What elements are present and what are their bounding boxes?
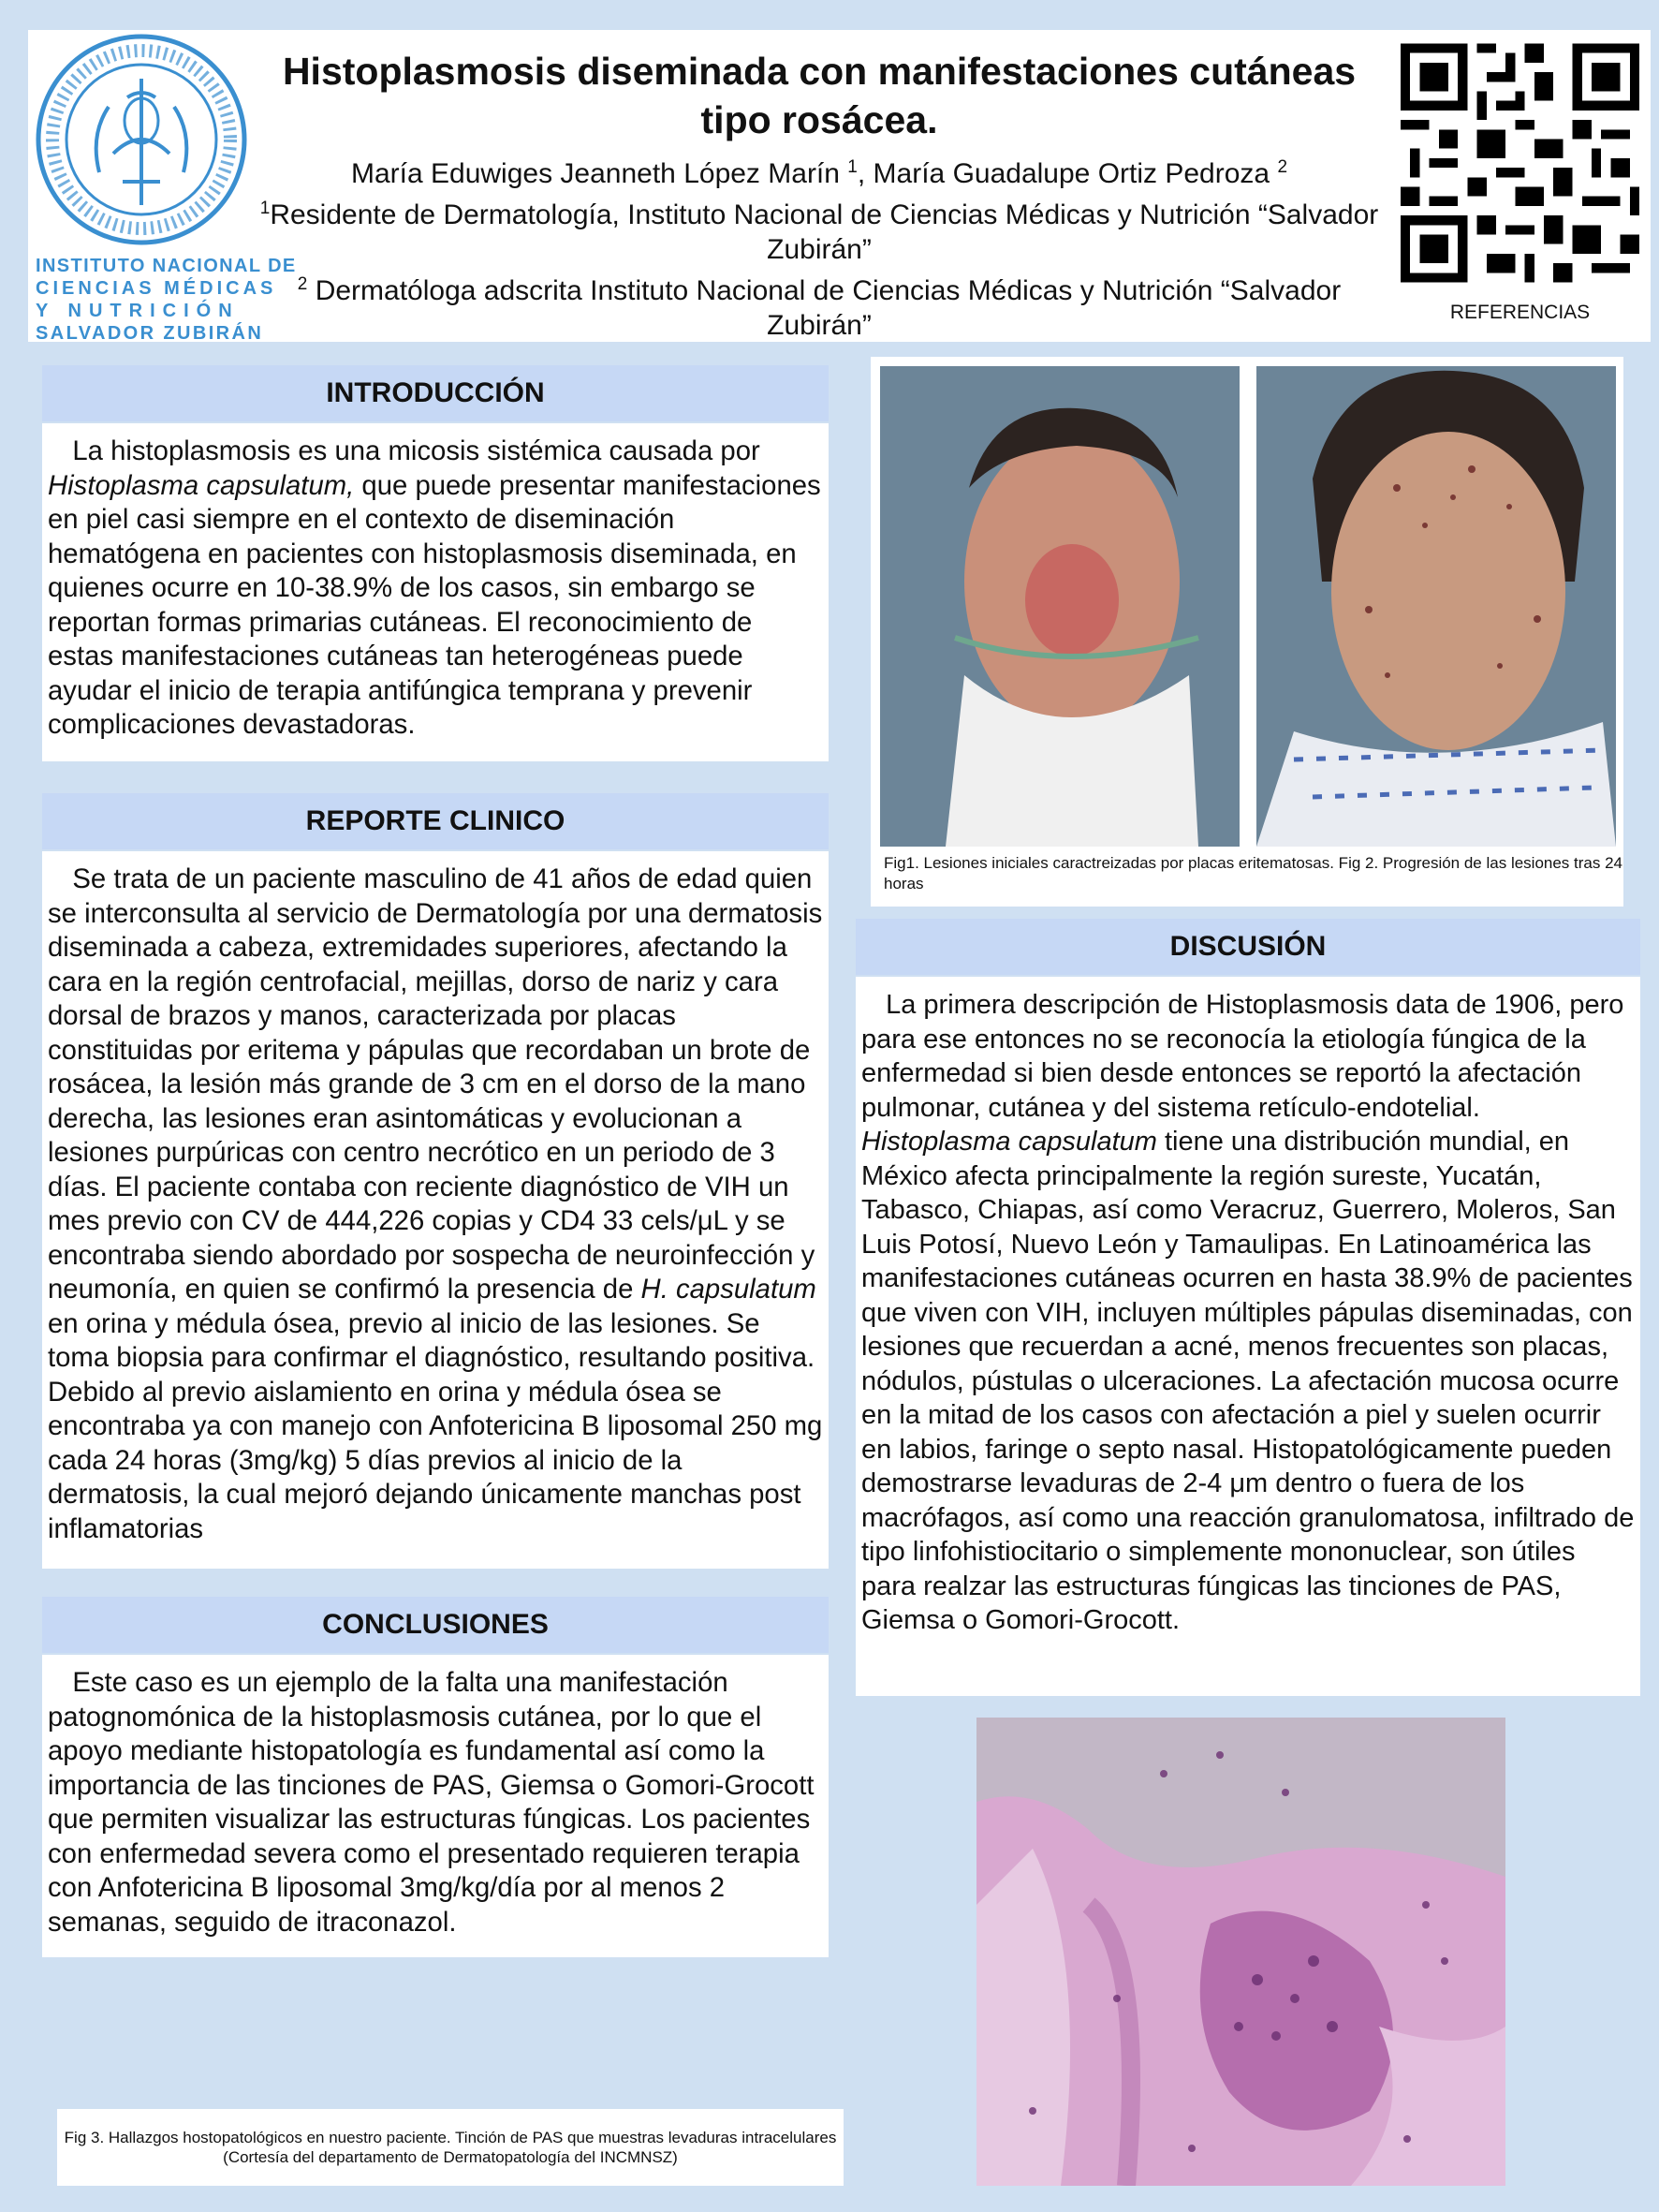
reporte-text: Se trata de un paciente masculino de 41 años de edad quien se interconsulta al servicio de Dermatología por una dermatosis diseminada a cabeza, extremidades superiores, afectando la cara en la región centrofacial, mejillas, dorso de nariz y cara dorsal de brazos y manos, caracterizada por placas constituidas por eritema y pápulas que recordaban un brote de rosácea, la lesión más grande de 3 cm en el dorso de la mano derecha, las lesiones eran asintomáticas y evolucionan a lesiones purpúricas con centro necrótico en un periodo de 3 días. El paciente contaba con reciente diagnóstico de VIH un mes previo con CV de 444,226 copias y CD4 33 cels/μL y se encontraba siendo abordado por sospecha de neuroinfección y neumonía, en quien se confirmó la presencia de <box>48 863 823 1305</box>
fig3-histopathology-image <box>976 1718 1505 2186</box>
introduccion-text: La histoplasmosis es una micosis sistémica causada por <box>72 435 760 466</box>
references-label: REFERENCIAS <box>1449 302 1591 323</box>
patient-face-photo-icon <box>1256 366 1616 847</box>
fig3-caption <box>57 2128 844 2167</box>
poster-title: Histoplasmosis diseminada con manifestaciones cutáneas tipo rosácea. <box>282 50 1357 141</box>
affiliation-2-text: Dermatóloga adscrita Instituto Nacional de Ciencias Médicas y Nutrición “Salvador Zubirán” <box>307 275 1342 341</box>
introduccion-heading: INTRODUCCIÓN <box>42 365 829 421</box>
discusion-species-name: Histoplasma capsulatum <box>861 1127 1157 1157</box>
introduccion-body <box>42 423 829 761</box>
fig2-photo <box>1256 366 1616 847</box>
authors-block <box>253 150 1386 343</box>
fig1-photo <box>880 366 1240 847</box>
discusion-body <box>856 977 1640 1696</box>
reporte-clinico-body <box>42 851 829 1569</box>
institution-name-line: Y NUTRICIÓN <box>36 301 240 321</box>
patient-face-photo-icon <box>880 366 1240 847</box>
institution-name <box>36 255 297 345</box>
fig3-caption-line-2: (Cortesía del departamento de Dermatopatología del INCMNSZ) <box>223 2148 678 2166</box>
reporte-species-name: H. capsulatum <box>640 1274 816 1305</box>
author-2-affiliation-mark: 2 <box>1277 157 1288 177</box>
discusion-heading: DISCUSIÓN <box>856 919 1640 975</box>
fig1-2-caption: Fig1. Lesiones iniciales caractreizadas por placas eritematosas. Fig 2. Progresión de las lesiones tras 24 horas <box>884 854 1623 892</box>
institution-name-line: INSTITUTO NACIONAL DE <box>36 256 297 276</box>
author-list <box>253 150 1386 191</box>
conclusiones-body <box>42 1655 829 1957</box>
discusion-paragraph <box>861 988 1635 1638</box>
introduccion-paragraph <box>48 435 823 743</box>
author-1-affiliation-mark: 1 <box>847 157 858 177</box>
references-qr-code[interactable] <box>1401 42 1639 284</box>
author-2: , María Guadalupe Ortiz Pedroza <box>857 158 1278 189</box>
clinical-photos-figure <box>871 357 1623 907</box>
fig3-caption-line-1: Fig 3. Hallazgos hostopatológicos en nuestro paciente. Tinción de PAS que muestras levaduras intracelulares <box>64 2129 837 2146</box>
affiliation-1-text: Residente de Dermatología, Instituto Nacional de Ciencias Médicas y Nutrición “Salvador Zubirán” <box>270 199 1379 265</box>
institution-logo <box>34 32 297 344</box>
conclusiones-paragraph: Este caso es un ejemplo de la falta una manifestación patognomónica de la histoplasmosis cutánea, por lo que el apoyo mediante histopatología es fundamental así como la importancia de las tinciones de PAS, Giemsa o Gomori-Grocott que permiten visualizar las estructuras fúngicas. Los pacientes con enfermedad severa como el presentado requieren terapia con Anfotericina B liposomal 3mg/kg/día por al menos 2 semanas, seguido de itraconazol. <box>48 1667 815 1938</box>
author-1: María Eduwiges Jeanneth López Marín <box>350 158 848 189</box>
reporte-clinico-heading: REPORTE CLINICO <box>42 793 829 849</box>
discusion-text-continued: tiene una distribución mundial, en México afecta principalmente la región sureste, Yucatán, Tabasco, Chiapas, así como Veracruz, Guerrero, Moleros, San Luis Potosí, Nuevo León y Tamaulipas. En Latinoamérica las manifestaciones cutáneas ocurren en hasta 38.9% de pacientes que viven con VIH, incluyen múltiples pápulas diseminadas, con lesiones que recuerdan a acné, menos frecuentes son placas, nódulos, pústulas o ulceraciones. La afectación mucosa ocurre en la mitad de los casos con afectación a piel y suelen ocurrir en labios, faringe o septo nasal. Histopatológicamente pueden demostrarse levaduras de 2-4 μm dentro o fuera de los macrófagos, así como una reacción granulomatosa, infiltrado de tipo linfohistiocitario o simplemente mononuclear, son útiles para realzar las estructuras fúngicas las tinciones de PAS, Giemsa o Gomori-Grocott. <box>861 1127 1635 1635</box>
reporte-paragraph <box>48 863 823 1546</box>
affiliation-1 <box>253 191 1386 267</box>
histopathology-micrograph-icon <box>976 1718 1505 2186</box>
affiliation-2-mark: 2 <box>297 274 308 294</box>
affiliation-2 <box>253 267 1386 343</box>
reporte-text-continued: en orina y médula ósea, previo al inicio de las lesiones. Se toma biopsia para confirmar el diagnóstico, resultando positiva. Debido al previo aislamiento en orina y médula ósea se encontraba ya con manejo con Anfotericina B liposomal 250 mg cada 24 horas (3mg/kg) 5 días previos al inicio de la dermatosis, la cual mejoró dejando únicamente manchas post inflamatorias <box>48 1307 823 1544</box>
affiliation-1-mark: 1 <box>259 199 271 218</box>
institution-name-line: SALVADOR ZUBIRÁN <box>36 323 264 344</box>
institution-seal-icon <box>34 32 249 247</box>
conclusiones-heading: CONCLUSIONES <box>42 1597 829 1653</box>
institution-name-line: CIENCIAS MÉDICAS <box>36 278 277 299</box>
discusion-text: La primera descripción de Histoplasmosis data de 1906, pero para ese entonces no se reconocía la etiología fúngica de la enfermedad si bien desde entonces se reportó la afectación pulmonar, cutánea y del sistema retículo-endotelial. <box>861 990 1624 1123</box>
introduccion-text-continued: que puede presentar manifestaciones en piel casi siempre en el contexto de diseminación hematógena en pacientes con histoplasmosis diseminada, en quienes ocurre en 10-38.9% de los casos, sin embargo se reportan formas primarias cutáneas. El reconocimiento de estas manifestaciones cutáneas tan heterogéneas puede ayudar el inicio de terapia antifúngica temprana y prevenir complicaciones devastadoras. <box>48 469 821 740</box>
introduccion-species-name: Histoplasma capsulatum, <box>48 469 355 501</box>
